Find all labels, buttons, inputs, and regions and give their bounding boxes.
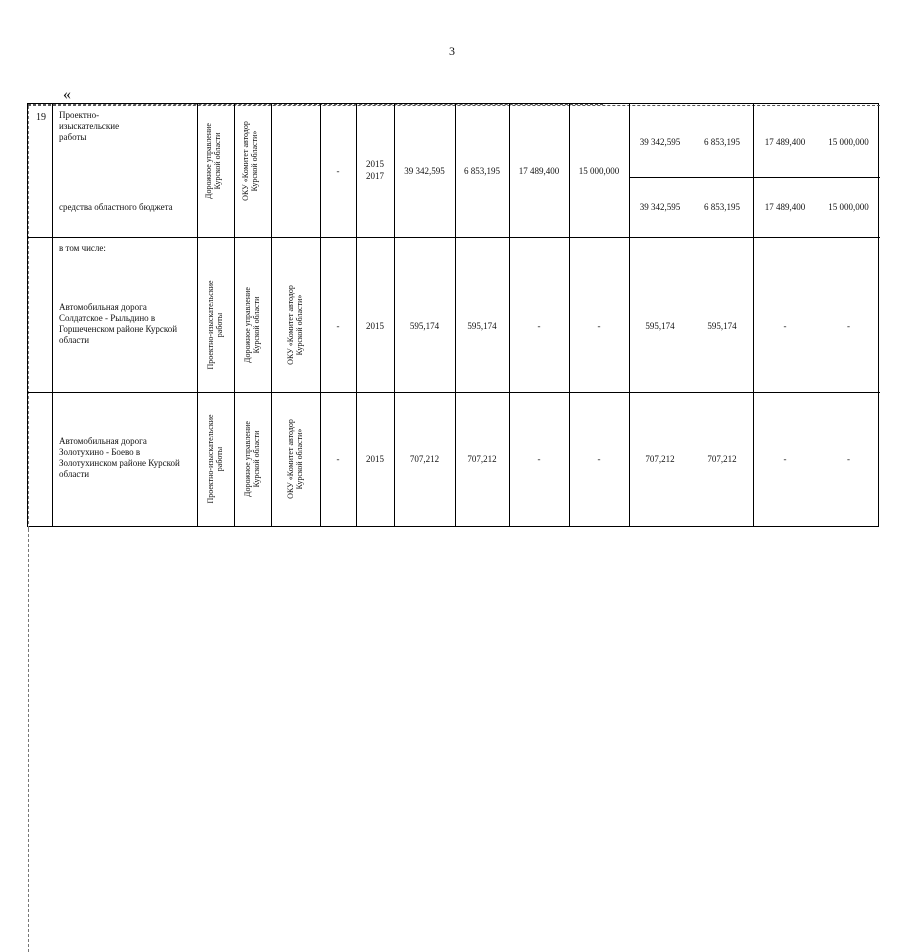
road2-right-2016: - bbox=[783, 454, 787, 464]
col-divider bbox=[52, 104, 53, 527]
year-line: 2015 bbox=[366, 159, 384, 169]
road1-2017: - bbox=[597, 321, 601, 331]
budget-2017: 15 000,000 bbox=[828, 202, 869, 212]
budget-2016: 17 489,400 bbox=[764, 202, 806, 212]
customer-line: Курской области» bbox=[295, 294, 304, 356]
name-line: Солдатское - Рыльдино в bbox=[59, 313, 156, 323]
road1-right-total: 595,174 bbox=[645, 321, 675, 331]
work-line: Проектно-изыскательские bbox=[206, 414, 215, 504]
row19-customer bbox=[241, 111, 259, 211]
col-divider bbox=[197, 104, 198, 527]
name-line: Автомобильная дорога bbox=[59, 302, 147, 312]
name-line: работы bbox=[59, 132, 87, 142]
road2-right-2015: 707,212 bbox=[707, 454, 737, 464]
row19-right-2015: 6 853,195 bbox=[704, 137, 740, 147]
road1-customer bbox=[286, 275, 304, 375]
col-divider bbox=[271, 104, 272, 527]
row19-right-total: 39 342,595 bbox=[639, 137, 681, 147]
name-line: области bbox=[59, 335, 90, 345]
row19-right-2017: 15 000,000 bbox=[828, 137, 869, 147]
budget-label: средства областного бюджета bbox=[59, 202, 173, 212]
name-line: Автомобильная дорога bbox=[59, 436, 147, 446]
year-line: 2017 bbox=[366, 171, 384, 181]
road2-right-total: 707,212 bbox=[645, 454, 675, 464]
budget-total: 39 342,595 bbox=[639, 202, 681, 212]
row-number: 19 bbox=[36, 112, 46, 123]
executor-line: Дорожное управление bbox=[204, 123, 213, 199]
col-divider bbox=[234, 104, 235, 527]
row19-years bbox=[356, 158, 394, 182]
road2-dash: - bbox=[336, 454, 340, 464]
road2-2016: - bbox=[537, 454, 541, 464]
name-line: области bbox=[59, 469, 90, 479]
row-divider bbox=[630, 177, 880, 178]
road1-2015: 595,174 bbox=[467, 321, 497, 331]
road2-customer bbox=[286, 409, 304, 509]
road2-2017: - bbox=[597, 454, 601, 464]
road2-name bbox=[59, 436, 180, 480]
row19-dash: - bbox=[336, 166, 340, 176]
work-line: работы bbox=[215, 446, 224, 472]
road2-total: 707,212 bbox=[409, 454, 440, 464]
row19-right-2016: 17 489,400 bbox=[764, 137, 806, 147]
including-label: в том числе: bbox=[59, 243, 106, 253]
name-line: Золотухинском районе Курской bbox=[59, 458, 180, 468]
row19-2015: 6 853,195 bbox=[464, 166, 500, 176]
open-quote-mark: « bbox=[63, 86, 71, 103]
executor-line: Курской области bbox=[252, 296, 261, 354]
page-number: 3 bbox=[449, 44, 455, 58]
road2-year: 2015 bbox=[366, 454, 384, 464]
road2-executor bbox=[243, 414, 261, 504]
row19-executor bbox=[204, 116, 222, 206]
road1-executor bbox=[243, 280, 261, 370]
col-divider bbox=[28, 106, 29, 529]
name-line: Горшеченском районе Курской bbox=[59, 324, 178, 334]
road1-right-2016: - bbox=[783, 321, 787, 331]
customer-line: Курской области» bbox=[250, 130, 259, 192]
customer-line: ОКУ «Комитет автодор bbox=[286, 419, 295, 499]
row19-2017: 15 000,000 bbox=[578, 166, 620, 176]
col-divider bbox=[28, 529, 29, 952]
road1-right-2015: 595,174 bbox=[707, 321, 737, 331]
name-line: изыскательские bbox=[59, 121, 120, 131]
road2-work-type bbox=[206, 404, 224, 514]
road1-work-type bbox=[206, 270, 224, 380]
road1-year: 2015 bbox=[366, 321, 384, 331]
road2-right-2017: - bbox=[847, 454, 850, 464]
budget-table bbox=[27, 103, 879, 527]
name-line: Золотухино - Боево в bbox=[59, 447, 141, 457]
road1-total: 595,174 bbox=[409, 321, 440, 331]
row19-2016: 17 489,400 bbox=[518, 166, 560, 176]
road1-right-2017: - bbox=[847, 321, 850, 331]
road1-name bbox=[59, 302, 177, 346]
road1-2016: - bbox=[537, 321, 541, 331]
row19-name bbox=[59, 110, 119, 143]
executor-line: Курской области bbox=[213, 132, 222, 190]
row19-total: 39 342,595 bbox=[404, 166, 445, 176]
executor-line: Дорожное управление bbox=[243, 421, 252, 497]
customer-line: Курской области» bbox=[295, 428, 304, 490]
customer-line: ОКУ «Комитет автодор bbox=[241, 121, 250, 201]
executor-line: Дорожное управление bbox=[243, 287, 252, 363]
executor-line: Курской области bbox=[252, 430, 261, 488]
road1-dash: - bbox=[336, 321, 340, 331]
name-line: Проектно- bbox=[59, 110, 100, 120]
road2-2015: 707,212 bbox=[467, 454, 497, 464]
work-line: работы bbox=[215, 312, 224, 338]
work-line: Проектно-изыскательские bbox=[206, 280, 215, 370]
customer-line: ОКУ «Комитет автодор bbox=[286, 285, 295, 365]
budget-2015: 6 853,195 bbox=[704, 202, 740, 212]
